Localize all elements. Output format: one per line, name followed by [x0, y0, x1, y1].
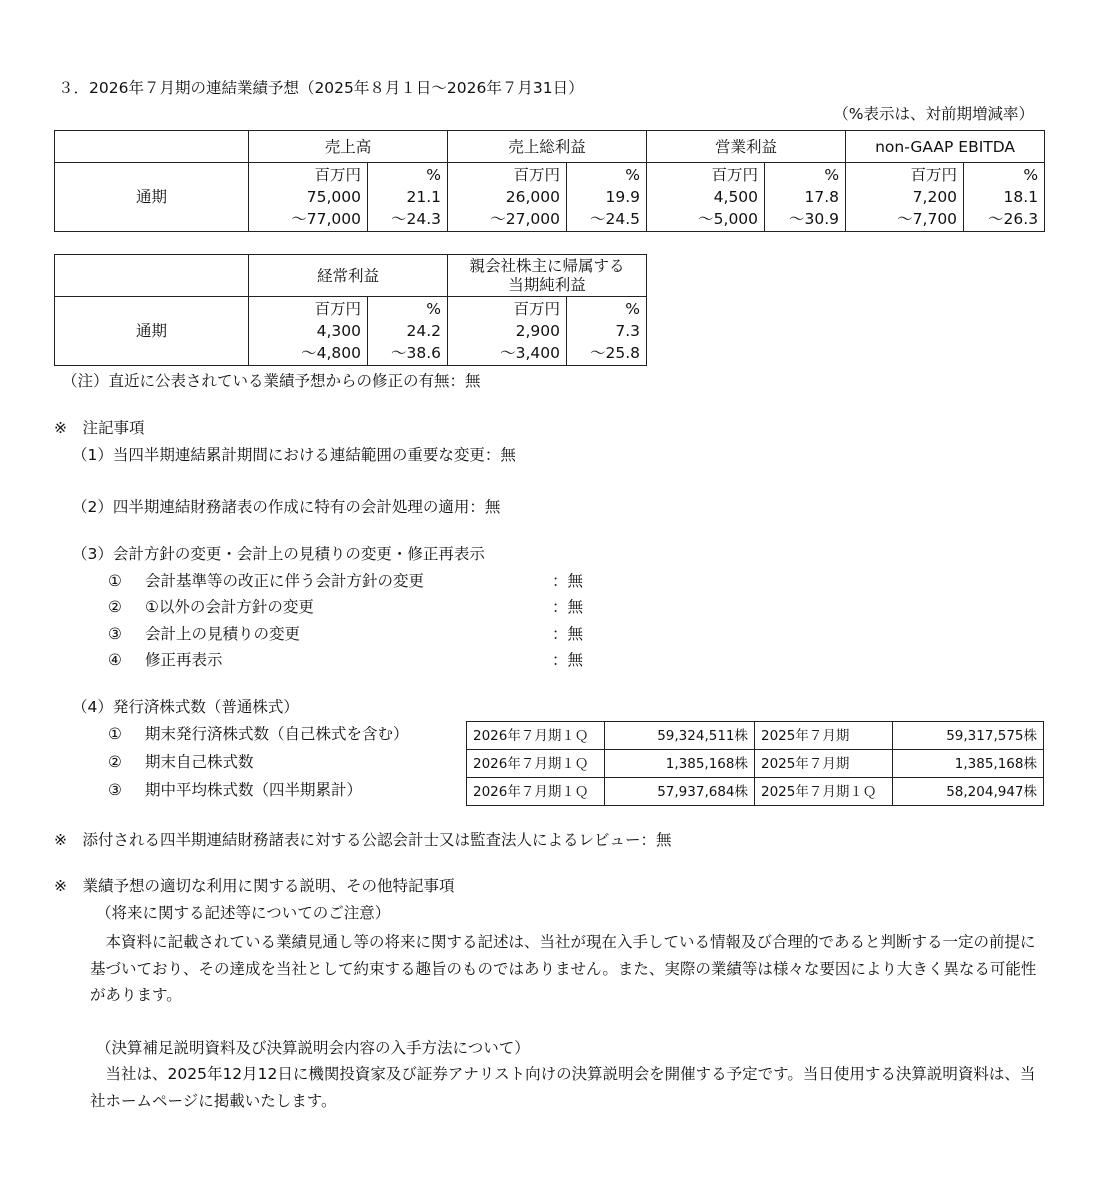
- sub-item-label: ①以外の会計方針の変更: [145, 598, 314, 616]
- marker: ②: [108, 753, 122, 771]
- sub-item-label: 期中平均株式数（四半期累計）: [145, 781, 363, 799]
- marker: ④: [108, 651, 122, 669]
- value: 4,500: [713, 188, 759, 206]
- value: ～30.9: [789, 210, 840, 228]
- value: 17.8: [804, 188, 840, 206]
- table-row: [467, 722, 1044, 750]
- header-net-profit: 親会社株主に帰属する当期純利益: [448, 255, 647, 297]
- value: ～4,800: [301, 344, 361, 362]
- revision-note: （注）直近に公表されている業績予想からの修正の有無：無: [62, 372, 481, 390]
- period: 2025年７月期: [755, 750, 893, 778]
- sub-item-value: ：無: [552, 572, 584, 590]
- note-item-4: （4）発行済株式数（普通株式）: [72, 698, 299, 716]
- unit: 百万円: [314, 300, 361, 318]
- value: 7.3: [615, 322, 641, 340]
- header-ordinary-profit: 経常利益: [249, 255, 448, 297]
- subheading-forward-looking: （将来に関する記述等についてのご注意）: [96, 904, 391, 922]
- unit: %: [824, 166, 840, 184]
- value: 57,937,684株: [605, 778, 755, 806]
- note-item-1: （1）当四半期連結累計期間における連結範囲の重要な変更：無: [72, 446, 516, 464]
- row-label: 通期: [55, 163, 249, 232]
- notes-heading: ※ 注記事項: [54, 419, 145, 437]
- unit-note: （%表示は、対前期増減率）: [833, 105, 1034, 123]
- value: ～3,400: [500, 344, 561, 362]
- forecast-heading: ※ 業績予想の適切な利用に関する説明、その他特記事項: [54, 877, 455, 895]
- unit: %: [426, 166, 442, 184]
- value: 58,204,947株: [893, 778, 1044, 806]
- unit: 百万円: [513, 166, 561, 184]
- sub-item-value: ：無: [552, 625, 584, 643]
- period: 2026年７月期１Ｑ: [467, 722, 605, 750]
- header-sales: 売上高: [249, 131, 448, 163]
- marker: ③: [108, 625, 122, 643]
- note-item-2: （2）四半期連結財務諸表の作成に特有の会計処理の適用：無: [72, 498, 501, 516]
- table-row: [467, 778, 1044, 806]
- marker: ③: [108, 781, 122, 799]
- value: 7,200: [912, 188, 958, 206]
- unit: %: [426, 300, 442, 318]
- unit: %: [1023, 166, 1039, 184]
- period: 2026年７月期１Ｑ: [467, 750, 605, 778]
- period: 2026年７月期１Ｑ: [467, 778, 605, 806]
- value: 24.2: [406, 322, 442, 340]
- review-note: ※ 添付される四半期連結財務諸表に対する公認会計士又は監査法人によるレビュー：無: [54, 831, 672, 849]
- value: ～38.6: [391, 344, 442, 362]
- value: ～5,000: [698, 210, 759, 228]
- value: 18.1: [1003, 188, 1039, 206]
- marker: ①: [108, 572, 122, 590]
- forecast-table-1: [54, 130, 1045, 232]
- paragraph-materials: 当社は、2025年12月12日に機関投資家及び証券アナリスト向けの決算説明会を開催する予定です。当日使用する決算説明資料は、当社ホームページに掲載いたします。: [90, 1065, 1036, 1110]
- value: 4,300: [316, 322, 361, 340]
- row-label: 通期: [55, 297, 249, 366]
- sub-item-label: 会計基準等の改正に伴う会計方針の変更: [145, 572, 425, 590]
- value: ～25.8: [590, 344, 641, 362]
- note-item-3: （3）会計方針の変更・会計上の見積りの変更・修正再表示: [72, 545, 485, 563]
- unit: 百万円: [513, 300, 561, 318]
- value: 21.1: [406, 188, 442, 206]
- sub-item-label: 期末発行済株式数（自己株式を含む）: [145, 725, 409, 743]
- header-gross-profit: 売上総利益: [448, 131, 647, 163]
- value: ～24.3: [391, 210, 442, 228]
- header-operating-profit: 営業利益: [647, 131, 846, 163]
- marker: ①: [108, 725, 122, 743]
- value: ～7,700: [897, 210, 958, 228]
- paragraph-forward-looking: 本資料に記載されている業績見通し等の将来に関する記述は、当社が現在入手している情報及び合理的であると判断する一定の前提に基づいており、その達成を当社として約束する趣旨のものではありません。また、実際の業績等は様々な要因により大きく異なる可能性があります。: [90, 933, 1037, 1004]
- period: 2025年７月期: [755, 722, 893, 750]
- section-title: ３．2026年７月期の連結業績予想（2025年８月１日～2026年７月31日）: [58, 79, 584, 97]
- value: 59,317,575株: [893, 722, 1044, 750]
- value: 19.9: [605, 188, 641, 206]
- subheading-materials: （決算補足説明資料及び決算説明会内容の入手方法について）: [96, 1039, 530, 1057]
- table-row: [467, 750, 1044, 778]
- period: 2025年７月期１Ｑ: [755, 778, 893, 806]
- forecast-table-2: [54, 254, 647, 366]
- value: 59,324,511株: [605, 722, 755, 750]
- sub-item-label: 修正再表示: [145, 651, 223, 669]
- value: 2,900: [515, 322, 561, 340]
- unit: %: [625, 300, 641, 318]
- header-ebitda: non-GAAP EBITDA: [846, 131, 1045, 163]
- sub-item-label: 会計上の見積りの変更: [145, 625, 301, 643]
- value: 75,000: [306, 188, 361, 206]
- shares-table: [466, 721, 1044, 806]
- unit: 百万円: [711, 166, 759, 184]
- unit: 百万円: [910, 166, 958, 184]
- sub-item-label: 期末自己株式数: [145, 753, 254, 771]
- sub-item-value: ：無: [552, 651, 584, 669]
- unit: %: [625, 166, 641, 184]
- value: 1,385,168株: [605, 750, 755, 778]
- sub-item-value: ：無: [552, 598, 584, 616]
- value: ～27,000: [490, 210, 561, 228]
- value: 26,000: [505, 188, 561, 206]
- marker: ②: [108, 598, 122, 616]
- unit: 百万円: [314, 166, 361, 184]
- value: ～26.3: [988, 210, 1039, 228]
- value: 1,385,168株: [893, 750, 1044, 778]
- value: ～24.5: [590, 210, 641, 228]
- value: ～77,000: [291, 210, 361, 228]
